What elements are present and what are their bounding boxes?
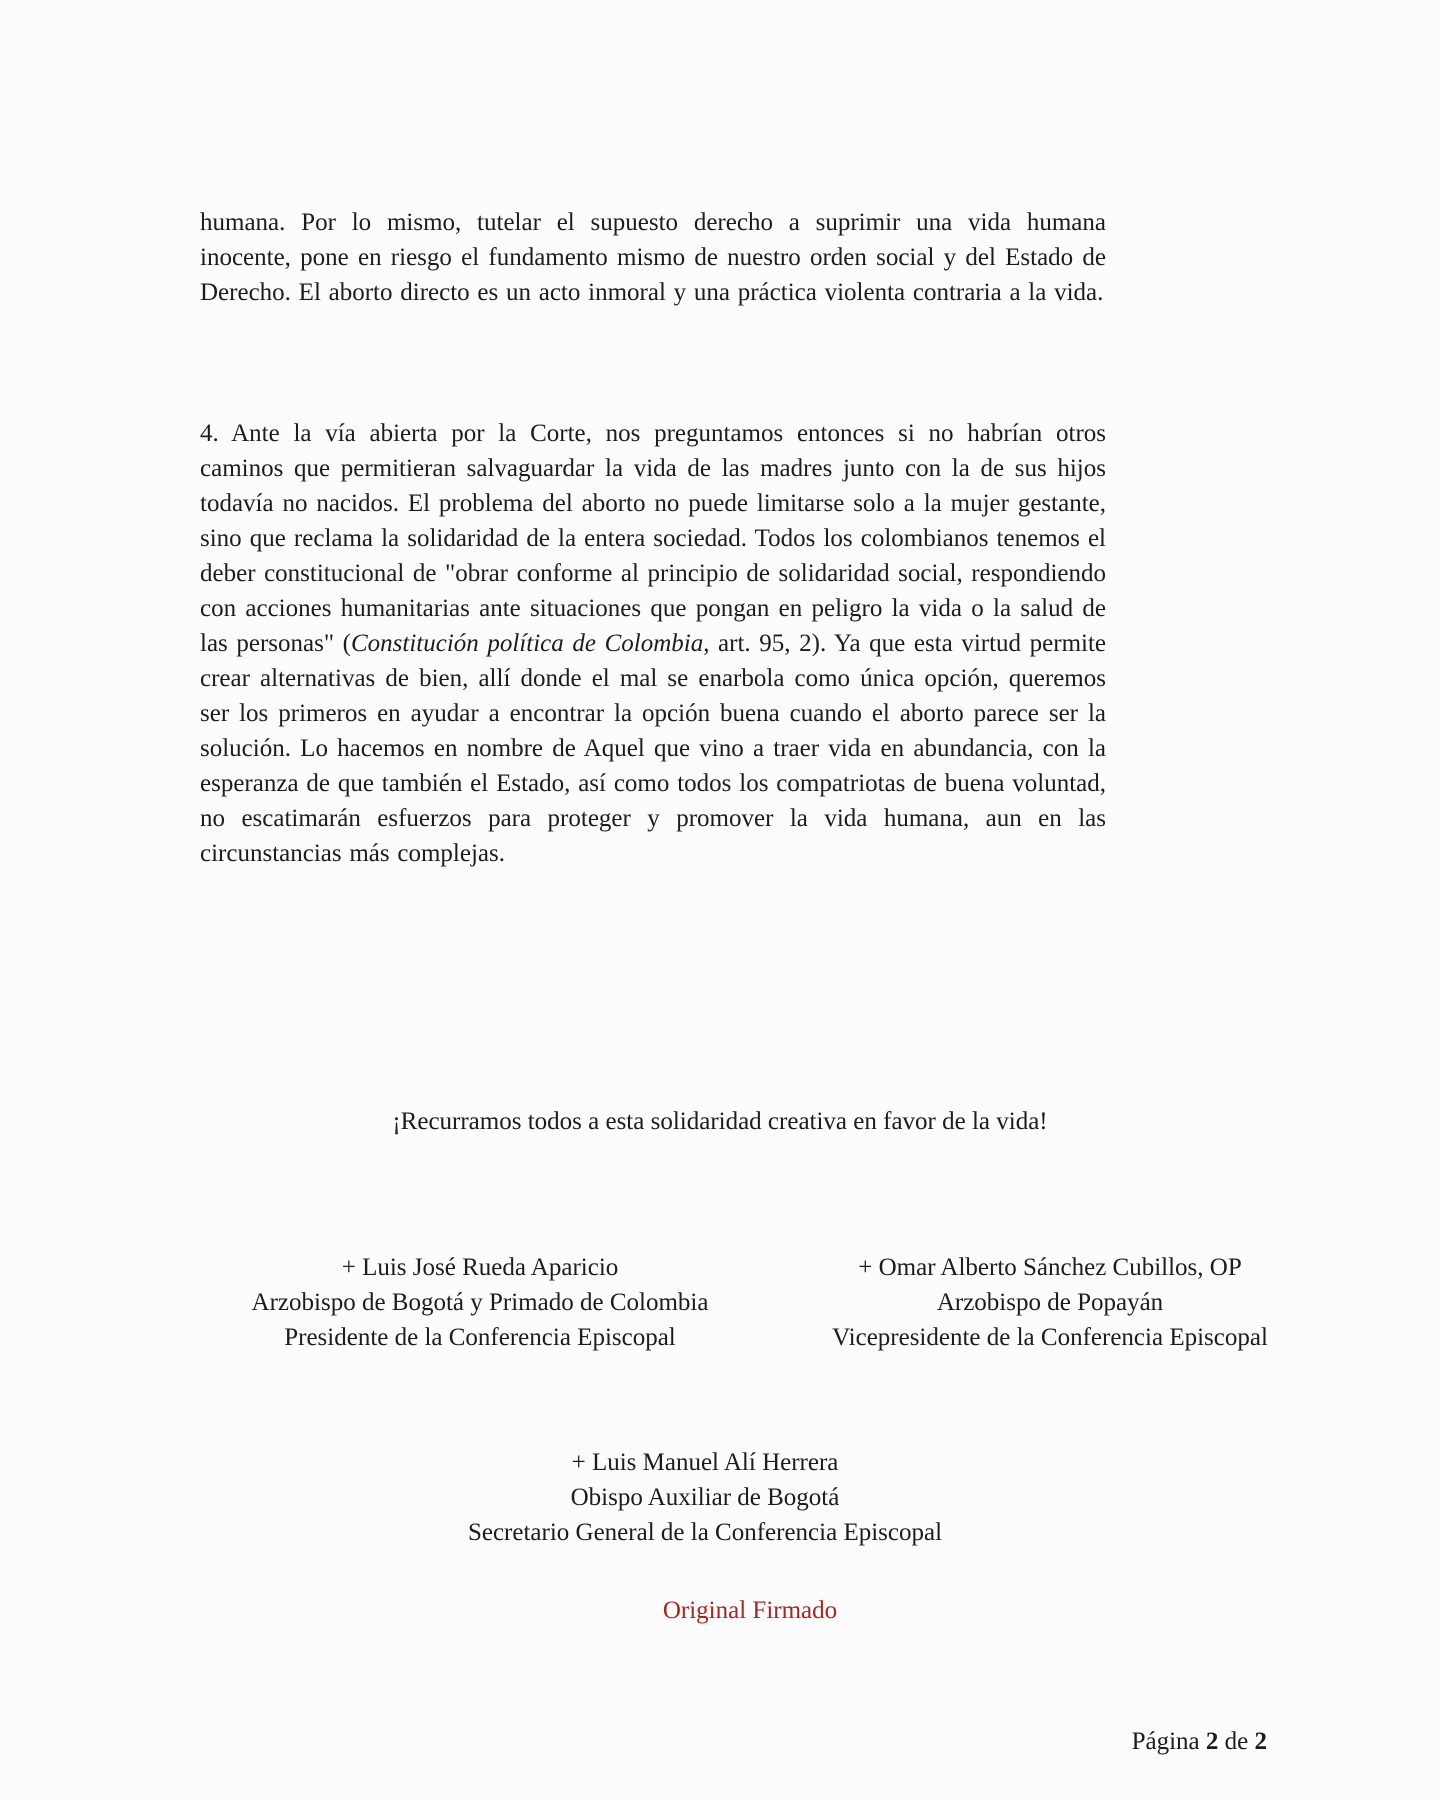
signatory-role: Vicepresidente de la Conferencia Episcopal [832, 1324, 1268, 1351]
signature-block-secretary [0, 1445, 1410, 1550]
footer-current-page: 2 [1205, 1728, 1219, 1755]
page-number-footer [1132, 1724, 1267, 1759]
signatory-name: + Luis Manuel Alí Herrera [571, 1449, 839, 1476]
signatory-role: Presidente de la Conferencia Episcopal [284, 1324, 676, 1351]
paragraph-continuation: humana. Por lo mismo, tutelar el supuesto derecho a suprimir una vida humana inocente, pone en riesgo el fundamento mismo de nuestro orden social y del Estado de Derecho. El aborto directo es un acto inmoral y una práctica violenta contraria a la vida. [200, 209, 1106, 306]
signatory-name: + Omar Alberto Sánchez Cubillos, OP [858, 1254, 1242, 1281]
paragraph-4 [200, 416, 1106, 871]
signatory-name: + Luis José Rueda Aparicio [341, 1254, 619, 1281]
signatory-role: Secretario General de la Conferencia Episcopal [467, 1519, 943, 1546]
signatory-title: Obispo Auxiliar de Bogotá [570, 1484, 840, 1511]
footer-label-page: Página [1131, 1728, 1206, 1755]
signatory-title: Arzobispo de Popayán [936, 1289, 1164, 1316]
footer-label-of: de [1218, 1728, 1255, 1755]
paragraph-4-text-end: , art. 95, 2). Ya que esta virtud permite crear alternativas de bien, allí donde el mal se enarbola como única opción, queremos ser los primeros en ayudar a encontrar la opción buena cuando el aborto parece ser la solución. Lo hacemos en nombre de Aquel que vino a traer vida en abundancia, con la esperanza de que también el Estado, así como todos los compatriotas de buena voluntad, no escatimarán esfuerzos para proteger y promover la vida humana, aun en las circunstancias más complejas. [200, 630, 1106, 867]
paragraph-4-citation-italic: Constitución política de Colombia [351, 630, 704, 657]
footer-total-pages: 2 [1254, 1728, 1267, 1755]
signature-block-vicepresident [730, 1250, 1370, 1355]
signatory-title: Arzobispo de Bogotá y Primado de Colombia [251, 1289, 709, 1316]
original-signed-note: Original Firmado [662, 1597, 838, 1624]
closing-slogan: ¡Recurramos todos a esta solidaridad creativa en favor de la vida! [392, 1108, 1048, 1135]
signature-block-president [170, 1250, 790, 1355]
paragraph-4-text-start: 4. Ante la vía abierta por la Corte, nos preguntamos entonces si no habrían otros caminos que permitieran salvaguardar la vida de las madres junto con la de sus hijos todavía no nacidos. El problema del aborto no puede limitarse solo a la mujer gestante, sino que reclama la solidaridad de la entera sociedad. Todos los colombianos tenemos el deber constitucional de "obrar conforme al principio de solidaridad social, respondiendo con acciones humanitarias ante situaciones que pongan en peligro la vida o la salud de las personas" ( [200, 420, 1106, 657]
